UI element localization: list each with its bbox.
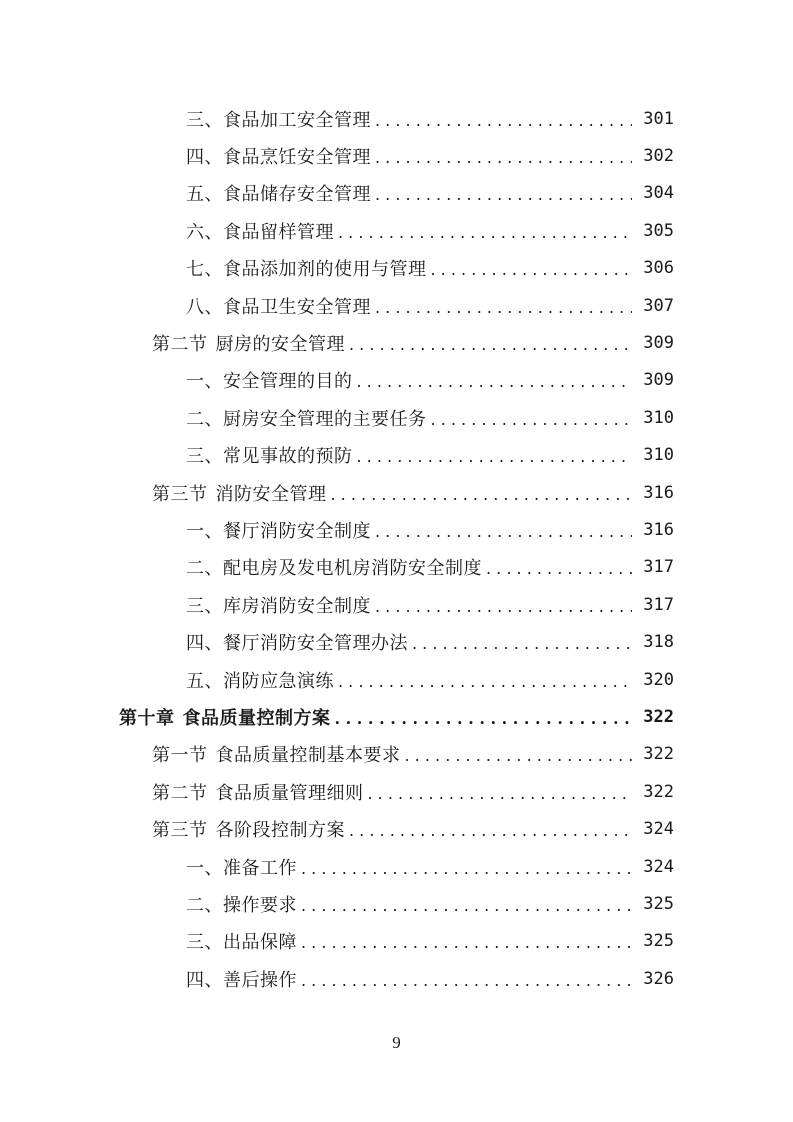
toc-dot-leader (486, 561, 632, 577)
toc-entry-text: 食品卫生安全管理 (223, 296, 371, 318)
toc-dot-leader (301, 861, 632, 877)
toc-entry-title (152, 741, 401, 767)
toc-entry-item[interactable] (0, 250, 793, 287)
toc-entry-text: 食品加工安全管理 (223, 109, 371, 131)
toc-entry-item[interactable] (0, 511, 793, 548)
toc-entry-text: 准备工作 (223, 857, 297, 879)
toc-entry-item[interactable] (0, 212, 793, 249)
toc-entry-page: 324 (643, 856, 674, 877)
toc-dot-leader (349, 337, 632, 353)
toc-entry-number: 第二节 (152, 782, 208, 804)
toc-entry-item[interactable] (0, 661, 793, 698)
toc-entry-number: 五、 (186, 670, 223, 692)
toc-entry-number: 三、 (186, 595, 223, 617)
toc-entry-section[interactable] (0, 324, 793, 361)
toc-entry-title (186, 442, 353, 468)
toc-entry-number: 第三节 (152, 820, 208, 842)
toc-entry-page: 325 (643, 931, 674, 952)
toc-entry-text: 食品烹饪安全管理 (223, 147, 371, 169)
toc-dot-leader (375, 599, 632, 615)
toc-entry-title (186, 180, 371, 206)
toc-entry-text: 餐厅消防安全制度 (223, 520, 371, 542)
toc-entry-item[interactable] (0, 175, 793, 212)
toc-entry-page: 309 (643, 333, 674, 354)
toc-entry-text: 各阶段控制方案 (215, 820, 345, 842)
toc-entry-title (186, 854, 297, 880)
toc-entry-item[interactable] (0, 923, 793, 960)
toc-entry-page: 317 (643, 557, 674, 578)
toc-entry-text: 厨房的安全管理 (215, 334, 345, 356)
toc-dot-leader (331, 487, 633, 503)
toc-entry-title (119, 704, 331, 730)
toc-entry-page: 324 (643, 819, 674, 840)
toc-dot-leader (301, 973, 632, 989)
toc-dot-leader (431, 262, 633, 278)
toc-entry-page: 305 (643, 220, 674, 241)
toc-entry-number: 二、 (186, 894, 223, 916)
toc-dot-leader (301, 935, 632, 951)
page-number: 9 (392, 1033, 401, 1052)
toc-entry-page: 306 (643, 258, 674, 279)
toc-entry-item[interactable] (0, 287, 793, 324)
toc-entry-text: 厨房安全管理的主要任务 (223, 408, 427, 430)
toc-entry-text: 食品储存安全管理 (223, 184, 371, 206)
toc-entry-item[interactable] (0, 137, 793, 174)
toc-dot-leader (375, 187, 632, 203)
toc-dot-leader (301, 898, 632, 914)
toc-entry-text: 操作要求 (223, 894, 297, 916)
toc-entry-item[interactable] (0, 362, 793, 399)
toc-entry-page: 309 (643, 370, 674, 391)
toc-entry-number: 一、 (186, 857, 223, 879)
toc-dot-leader (375, 300, 632, 316)
toc-entry-item[interactable] (0, 399, 793, 436)
toc-entry-page: 316 (643, 519, 674, 540)
toc-entry-page: 318 (643, 632, 674, 653)
toc-dot-leader (335, 711, 633, 727)
toc-entry-number: 第十章 (119, 707, 175, 729)
toc-entry-item[interactable] (0, 885, 793, 922)
toc-dot-leader (431, 412, 633, 428)
toc-entry-text: 食品质量控制基本要求 (215, 745, 401, 767)
toc-entry-number: 第二节 (152, 334, 208, 356)
toc-entry-title (186, 629, 408, 655)
toc-entry-text: 食品质量控制方案 (182, 707, 331, 729)
toc-entry-title (186, 517, 371, 543)
toc-entry-number: 八、 (186, 296, 223, 318)
toc-dot-leader (405, 748, 633, 764)
toc-entry-title (186, 405, 427, 431)
toc-entry-title (186, 592, 371, 618)
toc-entry-item[interactable] (0, 549, 793, 586)
toc-entry-title (186, 891, 297, 917)
toc-entry-page: 304 (643, 183, 674, 204)
toc-entry-title (152, 330, 345, 356)
toc-dot-leader (375, 524, 632, 540)
toc-entry-number: 一、 (186, 520, 223, 542)
toc-entry-item[interactable] (0, 848, 793, 885)
toc-dot-leader (375, 150, 632, 166)
toc-entry-page: 302 (643, 146, 674, 167)
toc-entry-title (186, 143, 371, 169)
toc-dot-leader (357, 449, 633, 465)
toc-entry-section[interactable] (0, 736, 793, 773)
toc-entry-chapter[interactable] (0, 698, 793, 735)
toc-entry-title (186, 293, 371, 319)
toc-entry-item[interactable] (0, 586, 793, 623)
toc-entry-text: 消防安全管理 (215, 483, 327, 505)
toc-entry-item[interactable] (0, 100, 793, 137)
toc-entry-page: 326 (643, 968, 674, 989)
toc-entry-item[interactable] (0, 623, 793, 660)
toc-entry-number: 第三节 (152, 483, 208, 505)
table-of-contents (0, 100, 793, 997)
toc-entry-title (152, 480, 327, 506)
toc-entry-text: 食品留样管理 (223, 221, 334, 243)
toc-entry-text: 库房消防安全制度 (223, 595, 371, 617)
toc-entry-number: 三、 (186, 446, 223, 468)
toc-entry-number: 第一节 (152, 745, 208, 767)
toc-entry-number: 二、 (186, 558, 223, 580)
toc-entry-text: 食品添加剂的使用与管理 (223, 259, 427, 281)
toc-dot-leader (357, 374, 633, 390)
toc-entry-text: 消防应急演练 (223, 670, 334, 692)
toc-entry-number: 五、 (186, 184, 223, 206)
toc-dot-leader (412, 636, 632, 652)
toc-entry-item[interactable] (0, 437, 793, 474)
toc-entry-section[interactable] (0, 810, 793, 847)
toc-entry-number: 六、 (186, 221, 223, 243)
toc-entry-number: 三、 (186, 932, 223, 954)
toc-entry-number: 四、 (186, 633, 223, 655)
toc-entry-page: 316 (643, 482, 674, 503)
toc-entry-section[interactable] (0, 773, 793, 810)
toc-entry-text: 餐厅消防安全管理办法 (223, 633, 408, 655)
toc-entry-text: 常见事故的预防 (223, 446, 353, 468)
toc-entry-page: 320 (643, 669, 674, 690)
toc-entry-page: 325 (643, 893, 674, 914)
toc-entry-title (186, 966, 297, 992)
toc-entry-section[interactable] (0, 474, 793, 511)
toc-entry-page: 310 (643, 407, 674, 428)
toc-dot-leader (338, 225, 632, 241)
toc-entry-title (186, 928, 297, 954)
toc-dot-leader (349, 823, 632, 839)
toc-entry-number: 七、 (186, 259, 223, 281)
toc-entry-text: 配电房及发电机房消防安全制度 (223, 558, 482, 580)
toc-entry-title (186, 106, 371, 132)
toc-dot-leader (375, 113, 632, 129)
toc-entry-title (186, 218, 334, 244)
toc-entry-item[interactable] (0, 960, 793, 997)
toc-entry-number: 三、 (186, 109, 223, 131)
toc-entry-number: 二、 (186, 408, 223, 430)
toc-entry-text: 善后操作 (223, 969, 297, 991)
toc-entry-text: 食品质量管理细则 (215, 782, 364, 804)
toc-entry-page: 322 (643, 781, 674, 802)
toc-entry-page: 322 (643, 706, 674, 727)
toc-dot-leader (368, 786, 633, 802)
toc-entry-title (186, 554, 482, 580)
toc-entry-page: 317 (643, 594, 674, 615)
toc-entry-page: 310 (643, 445, 674, 466)
toc-entry-text: 安全管理的目的 (223, 371, 353, 393)
toc-entry-number: 四、 (186, 969, 223, 991)
toc-entry-text: 出品保障 (223, 932, 297, 954)
toc-entry-title (186, 667, 334, 693)
toc-entry-number: 一、 (186, 371, 223, 393)
toc-entry-title (186, 255, 427, 281)
toc-entry-title (186, 367, 353, 393)
toc-entry-number: 四、 (186, 147, 223, 169)
toc-dot-leader (338, 674, 632, 690)
toc-entry-title (152, 779, 364, 805)
toc-entry-page: 301 (643, 108, 674, 129)
toc-entry-page: 307 (643, 295, 674, 316)
toc-entry-title (152, 816, 345, 842)
toc-entry-page: 322 (643, 744, 674, 765)
